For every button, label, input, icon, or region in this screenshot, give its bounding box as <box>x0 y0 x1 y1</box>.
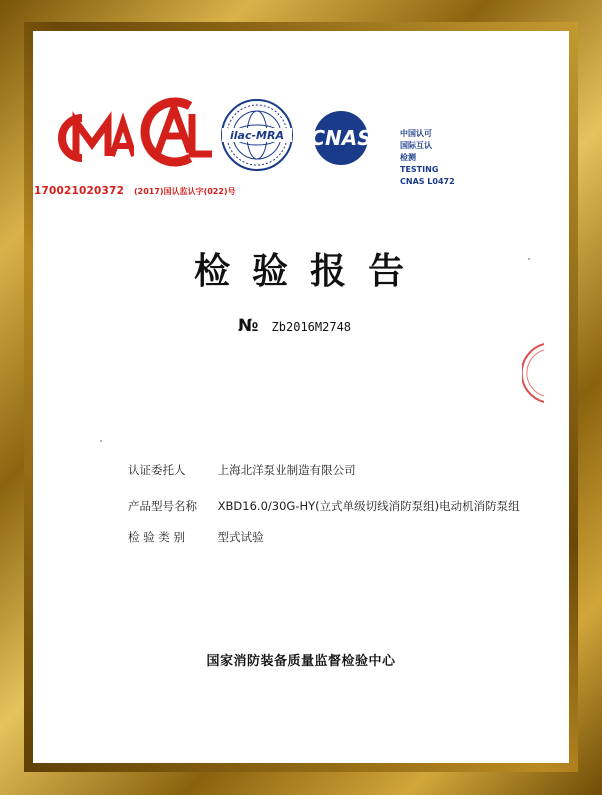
cma-certificate-suffix: (2017)国认监认字(022)号 <box>134 187 236 196</box>
cnas-logo <box>302 110 380 166</box>
field-row-test-type <box>128 529 264 545</box>
field-row-product <box>128 498 520 514</box>
field-value: 上海北洋泵业制造有限公司 <box>217 463 356 477</box>
speck <box>100 440 102 442</box>
cal-logo <box>136 92 216 172</box>
seal-stamp <box>522 342 544 404</box>
field-row-client <box>128 462 356 478</box>
field-label: 认证委托人 <box>128 463 186 477</box>
cnas-line: TESTING <box>400 165 439 174</box>
field-label: 产品型号名称 <box>128 499 197 513</box>
ilac-mra-logo <box>218 96 296 174</box>
report-number-value: Zb2016M2748 <box>271 320 352 334</box>
issuing-organization: 国家消防装备质量监督检验中心 <box>206 654 396 669</box>
svg-text:ilac-MRA: ilac-MRA <box>230 129 284 142</box>
cma-certificate-number: 170021020372 <box>34 185 125 197</box>
cnas-line: 检测 <box>400 153 416 162</box>
cnas-line: 国际互认 <box>400 141 432 150</box>
cnas-accreditation-text <box>400 128 455 188</box>
report-number <box>238 316 351 336</box>
report-title: 检验报告 <box>193 251 426 292</box>
cnas-line: CNAS L0472 <box>400 177 455 186</box>
speck <box>528 258 530 260</box>
field-label: 检 验 类 别 <box>128 530 185 544</box>
cma-logo <box>52 108 134 168</box>
cnas-line: 中国认可 <box>400 129 432 138</box>
number-symbol: № <box>238 316 259 336</box>
field-value: 型式试验 <box>217 530 264 544</box>
svg-text:CNAS: CNAS <box>310 126 372 150</box>
field-value: XBD16.0/30G-HY(立式单级切线消防泵组)电动机消防泵组 <box>217 499 520 513</box>
